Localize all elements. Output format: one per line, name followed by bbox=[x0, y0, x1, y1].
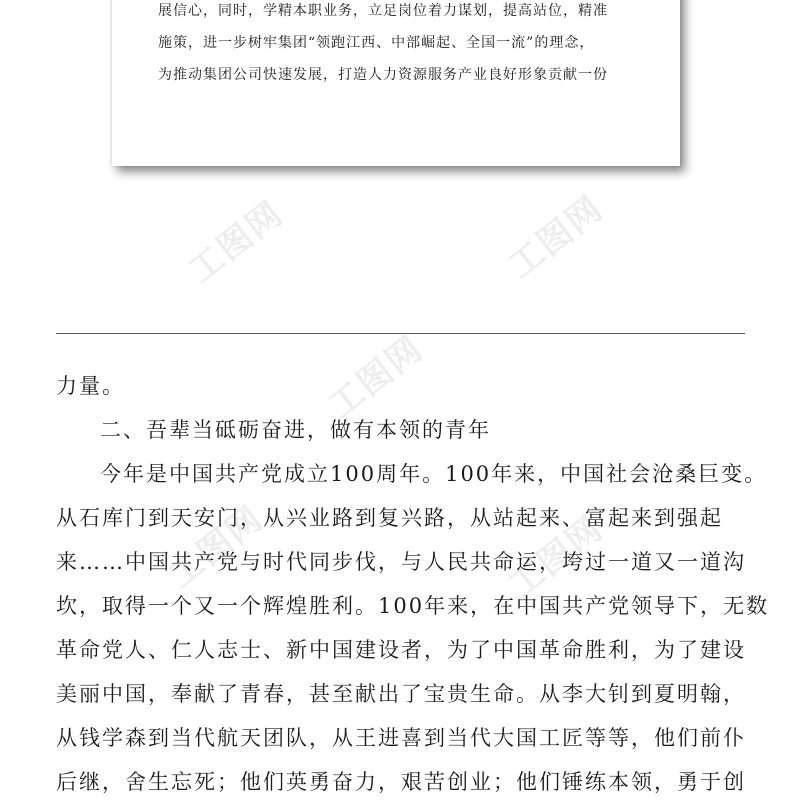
page-divider bbox=[56, 333, 745, 334]
watermark: 工图网 bbox=[161, 498, 272, 597]
watermark: 工图网 bbox=[501, 508, 612, 607]
body-text-line: 从石库门到天安门，从兴业路到复兴路，从站起来、富起来到强起 bbox=[56, 506, 723, 530]
body-text-line: 后继，舍生忘死；他们英勇奋力，艰苦创业；他们锤练本领，勇于创 bbox=[56, 770, 746, 794]
body-text-line: 今年是中国共产党成立100周年。100年来，中国社会沧桑巨变。 bbox=[100, 462, 768, 486]
body-text-line: 来……中国共产党与时代同步伐，与人民共命运，垮过一道又一道沟 bbox=[56, 550, 746, 574]
body-text-line: 力量。 bbox=[56, 374, 125, 398]
body-text-line: 坎，取得一个又一个辉煌胜利。100年来，在中国共产党领导下，无数 bbox=[56, 594, 770, 618]
card-text-line: 展信心，同时，学精本职业务，立足岗位着力谋划，提高站位，精准 bbox=[158, 3, 608, 19]
watermark: 工图网 bbox=[321, 328, 432, 427]
quote-card bbox=[112, 0, 680, 166]
body-text-line: 革命党人、仁人志士、新中国建设者，为了中国革命胜利，为了建设 bbox=[56, 638, 746, 662]
section-heading: 二、吾辈当砥砺奋进，做有本领的青年 bbox=[100, 418, 491, 442]
watermark: 工图网 bbox=[181, 193, 292, 292]
card-text-line: 施策，进一步树牢集团“领跑江西、中部崛起、全国一流”的理念， bbox=[158, 35, 595, 51]
card-text-line: 为推动集团公司快速发展，打造人力资源服务产业良好形象贡献一份 bbox=[158, 67, 608, 83]
body-text-line: 美丽中国，奉献了青春，甚至献出了宝贵生命。从李大钊到夏明翰， bbox=[56, 682, 746, 706]
body-text-line: 从钱学森到当代航天团队，从王进喜到当代大国工匠等等，他们前仆 bbox=[56, 726, 746, 750]
watermark: 工图网 bbox=[501, 188, 612, 287]
